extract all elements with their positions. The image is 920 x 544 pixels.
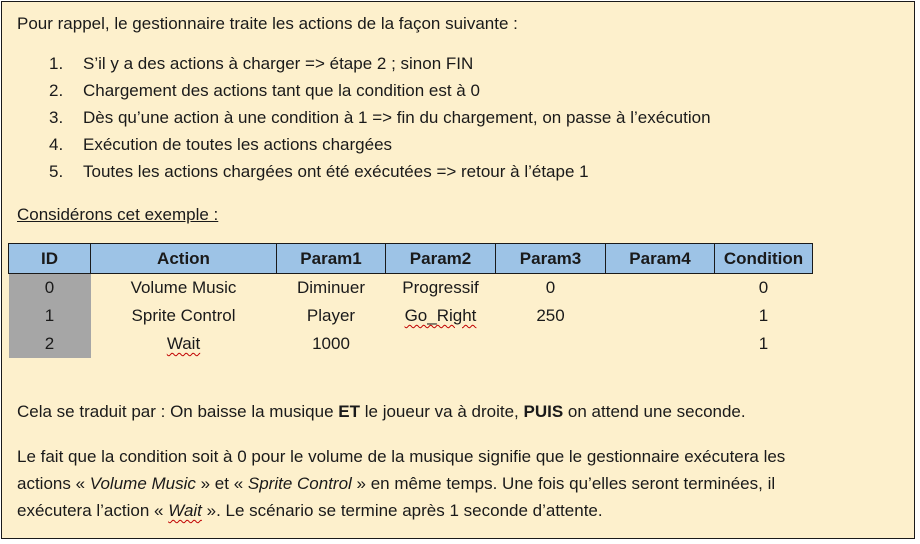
table-row: [9, 330, 813, 358]
summary-bold: PUIS: [523, 402, 564, 421]
paragraph-text: » en même temps. Une fois qu’elles seront terminées, il: [351, 474, 776, 493]
table-cell: [496, 330, 606, 358]
step-number: 3.: [49, 108, 64, 127]
table-cell: [606, 330, 715, 358]
action-name: Sprite Control: [247, 474, 352, 493]
table-cell: 1: [758, 306, 769, 325]
table-cell: [386, 302, 496, 330]
column-header: Condition: [715, 244, 813, 274]
column-header: Param4: [606, 244, 715, 274]
step-text: Chargement des actions tant que la condition est à 0: [83, 81, 480, 100]
paragraph-line: [17, 497, 897, 524]
table-cell: [606, 274, 715, 303]
spellcheck-marked-text: Go_Right: [404, 306, 477, 325]
spellcheck-marked-text: Wait: [166, 334, 201, 353]
step-number: 5.: [49, 162, 64, 181]
step-number: 2.: [49, 81, 64, 100]
content-frame: [1, 1, 915, 539]
paragraph-text: ». Le scénario se termine après 1 seconde d’attente.: [201, 501, 603, 520]
column-header: Param3: [496, 244, 606, 274]
table-cell: Sprite Control: [131, 306, 236, 325]
summary-text: on attend une seconde.: [563, 402, 746, 421]
table-cell: Diminuer: [296, 278, 366, 297]
table-cell: 0: [545, 278, 556, 297]
id-cell: 2: [9, 330, 91, 358]
table-cell: 0: [758, 278, 769, 297]
table-cell: 1: [758, 334, 769, 353]
paragraph-text: actions «: [17, 474, 90, 493]
actions-table: [8, 243, 813, 358]
step-text: Exécution de toutes les actions chargées: [83, 135, 393, 154]
action-name: Wait: [168, 501, 202, 520]
step-number: 1.: [49, 54, 64, 73]
table-row: [9, 274, 813, 303]
step-number: 4.: [49, 135, 64, 154]
column-header: Action: [91, 244, 277, 274]
step-text: S’il y a des actions à charger => étape 2 ; sinon FIN: [83, 54, 474, 73]
table-header-row: [9, 244, 813, 274]
summary-sentence: [17, 401, 746, 423]
summary-bold: ET: [338, 402, 361, 421]
paragraph-line: [17, 470, 897, 497]
column-header: Param2: [386, 244, 496, 274]
table-cell: [606, 302, 715, 330]
step-text: Dès qu’une action à une condition à 1 => fin du chargement, on passe à l’exécution: [83, 108, 711, 127]
paragraph-text: » et «: [195, 474, 248, 493]
column-header: Param1: [277, 244, 386, 274]
table-cell: [91, 330, 277, 358]
table-cell: 1000: [312, 334, 350, 353]
id-cell: 0: [9, 274, 91, 303]
table-cell: 250: [536, 306, 565, 325]
table-cell: [386, 330, 496, 358]
paragraph-text: exécutera l’action «: [17, 501, 169, 520]
example-heading: Considérons cet exemple :: [17, 205, 219, 224]
step-text: Toutes les actions chargées ont été exécutées => retour à l’étape 1: [83, 162, 589, 181]
action-name: Volume Music: [89, 474, 196, 493]
intro-text: Pour rappel, le gestionnaire traite les actions de la façon suivante :: [17, 14, 518, 33]
column-header: ID: [9, 244, 91, 274]
table-row: [9, 302, 813, 330]
summary-text: le joueur va à droite,: [360, 402, 524, 421]
table-cell: Player: [306, 306, 356, 325]
table-cell: Volume Music: [130, 278, 237, 297]
paragraph-line: Le fait que la condition soit à 0 pour le volume de la musique signifie que le gestionnaire exécutera les: [17, 447, 786, 466]
summary-text: Cela se traduit par : On baisse la musique: [17, 402, 339, 421]
id-cell: 1: [9, 302, 91, 330]
explanation-paragraph: [17, 443, 897, 524]
table-cell: Progressif: [402, 278, 479, 297]
